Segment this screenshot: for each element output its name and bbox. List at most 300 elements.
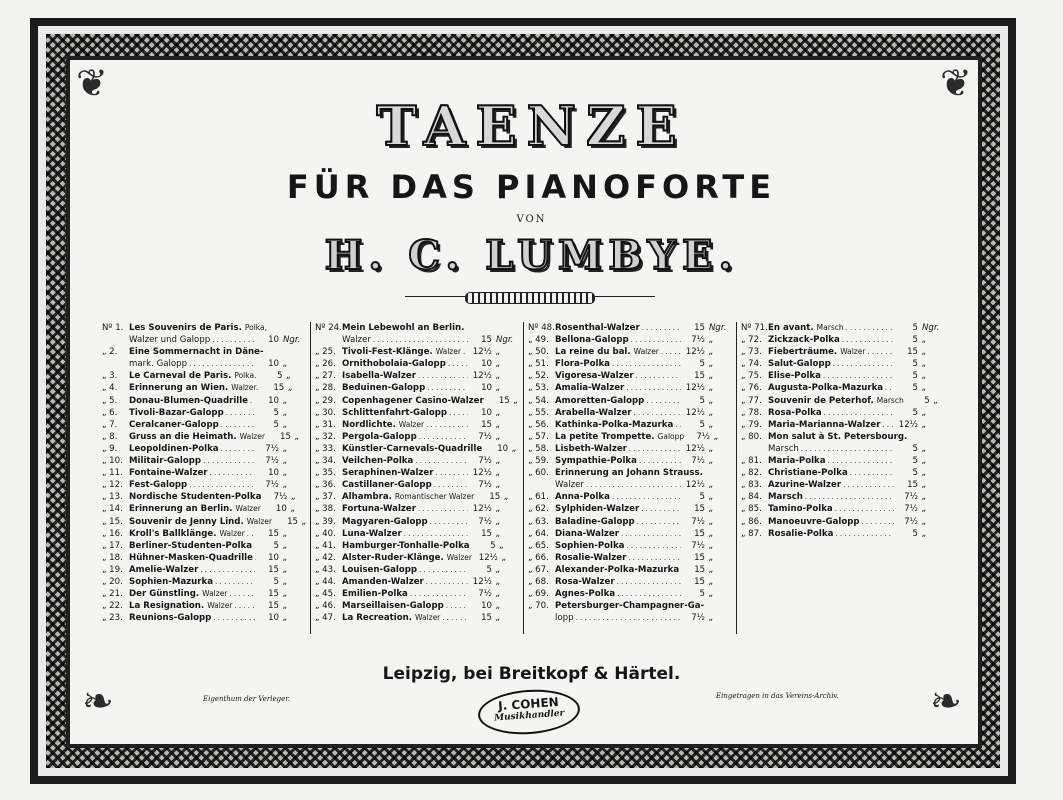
entry-number: „ 73. <box>741 347 762 358</box>
catalog-entry <box>315 455 520 467</box>
entry-unit: „ <box>922 516 927 527</box>
entry-unit: „ <box>283 613 288 624</box>
leader-dots <box>419 431 468 443</box>
entry-title: Veilchen-Polka <box>342 456 414 467</box>
entry-number: „ 26. <box>315 359 336 370</box>
entry-title: Copenhagener Casino-Walzer <box>342 395 484 406</box>
entry-continuation: Walzer <box>555 480 584 491</box>
catalog-entry <box>528 564 733 576</box>
catalog-entry <box>528 358 733 370</box>
entry-unit: „ <box>709 407 714 418</box>
entry-genre: Romantischer Walzer <box>394 492 475 502</box>
entry-title: Gruss an die Heimath. <box>129 431 237 442</box>
entry-number: „ 27. <box>315 371 336 382</box>
catalog-entry <box>528 503 733 515</box>
entry-title: Rosa-Walzer <box>555 576 615 587</box>
entry-price: 15 <box>481 335 492 346</box>
catalog-entry <box>315 540 520 552</box>
leader-dots <box>835 503 894 515</box>
leader-dots <box>833 358 894 370</box>
entry-title: Alhambra. <box>342 492 392 503</box>
entry-genre: Walzer. <box>231 383 259 393</box>
catalog-entry <box>315 322 520 334</box>
entry-price: 7½ <box>273 492 288 503</box>
leader-dots <box>200 564 255 576</box>
entry-price: 12½ <box>685 383 705 394</box>
entry-price: 7½ <box>265 456 279 467</box>
catalog-entry <box>102 503 307 515</box>
entry-number: „ 10. <box>102 456 123 467</box>
catalog-entry <box>741 516 946 528</box>
leader-dots <box>427 382 468 394</box>
entry-unit: Ngr. <box>922 323 940 333</box>
entry-number: „ 45. <box>315 589 336 600</box>
entry-unit: „ <box>496 528 501 539</box>
entry-unit: Ngr. <box>496 335 514 346</box>
catalog-entry <box>315 407 520 419</box>
entry-price: 15 <box>694 576 705 587</box>
entry-price: 10 <box>481 407 492 418</box>
entry-genre: Polka, <box>244 323 267 332</box>
entry-unit: „ <box>283 443 288 454</box>
catalog-entry <box>741 407 946 419</box>
catalog-entry <box>528 491 733 503</box>
entry-title: Azurine-Walzer <box>768 480 842 491</box>
entry-unit: „ <box>709 395 714 406</box>
entry-unit: „ <box>496 371 501 382</box>
entry-title: Hamburger-Tonhalle-Polka <box>342 540 470 551</box>
entry-number: „ 29. <box>315 395 336 406</box>
entry-price: 7½ <box>691 516 705 527</box>
entry-unit: „ <box>283 576 288 587</box>
entry-price: 5 <box>699 395 705 406</box>
entry-unit: „ <box>709 359 714 370</box>
catalog-entry <box>315 358 520 370</box>
entry-unit: „ <box>496 347 501 358</box>
leader-dots <box>254 540 255 552</box>
entry-price: 15 <box>694 371 705 382</box>
entry-continuation: mark. Galopp <box>129 359 188 370</box>
entry-title: Rosalie-Polka <box>768 528 834 539</box>
stamp-name: J. COHEN <box>497 694 560 714</box>
entry-number: „ 33. <box>315 443 336 454</box>
entry-title: Manoeuvre-Galopp <box>768 516 860 527</box>
entry-title: Diana-Walzer <box>555 528 619 539</box>
entry-title: Leopoldinen-Polka <box>129 443 219 454</box>
entry-unit: „ <box>709 371 714 382</box>
catalog-entry <box>102 540 307 552</box>
leader-dots <box>410 588 468 600</box>
leader-dots <box>250 395 255 407</box>
entry-genre: Walzer <box>239 431 265 441</box>
entry-price: 5 <box>273 419 279 430</box>
entry-title: Hühner-Masken-Quadrille <box>129 552 253 563</box>
von-label: VON <box>516 214 547 225</box>
entry-title: Nordische Studenten-Polka <box>129 492 262 503</box>
catalog-entry <box>102 395 307 407</box>
entry-number: „ 5. <box>102 395 118 406</box>
entry-price: 7½ <box>904 516 918 527</box>
entry-title: Baladine-Galopp <box>555 516 635 527</box>
catalog-entry <box>102 588 307 600</box>
entry-unit: „ <box>283 552 288 563</box>
entry-unit: „ <box>496 504 501 515</box>
catalog-entry <box>102 322 307 334</box>
entry-number: „ 52. <box>528 371 549 382</box>
publisher-line: Leipzig, bei Breitkopf & Härtel. <box>382 664 681 684</box>
entry-genre: Walzer <box>235 504 261 514</box>
entry-unit: „ <box>496 589 501 600</box>
entry-price: 12½ <box>478 552 499 563</box>
catalog-entry <box>528 443 733 455</box>
entry-unit: „ <box>496 480 501 491</box>
entry-price: 15 <box>280 431 291 442</box>
leader-dots <box>419 564 468 576</box>
entry-number: „ 74. <box>741 359 762 370</box>
leader-dots <box>634 407 681 419</box>
entry-price: 7½ <box>478 456 492 467</box>
entry-unit: „ <box>283 480 288 491</box>
entry-number: „ 51. <box>528 359 549 370</box>
entry-unit: Ngr. <box>709 323 727 333</box>
entry-unit: „ <box>496 468 501 479</box>
catalog-entry <box>315 382 520 394</box>
entry-number: „ 16. <box>102 528 123 539</box>
entry-number: „ 72. <box>741 335 762 346</box>
entry-unit: „ <box>286 371 291 382</box>
entry-title: Tivoli-Bazar-Galopp <box>129 407 224 418</box>
entry-unit: „ <box>709 516 714 527</box>
entry-title: Der Günstling. <box>129 589 200 600</box>
entry-unit: „ <box>302 516 307 527</box>
entry-title: Maria-Polka <box>768 456 826 467</box>
entry-number: „ 18. <box>102 552 123 563</box>
catalog-entry <box>102 346 307 358</box>
entry-number: „ 61. <box>528 492 549 503</box>
catalog-entry <box>315 552 520 564</box>
catalog-entry <box>102 334 307 346</box>
entry-price: 7½ <box>478 480 492 491</box>
entry-title: Beduinen-Galopp <box>342 383 426 394</box>
corner-ornament-icon: ❧ <box>930 679 962 723</box>
leader-dots <box>862 516 894 528</box>
entry-unit: „ <box>922 347 927 358</box>
leader-dots <box>449 407 468 419</box>
entry-price: 7½ <box>478 431 492 442</box>
catalog-entry <box>315 334 520 346</box>
leader-dots <box>404 528 468 540</box>
entry-unit: „ <box>496 564 501 575</box>
entry-price: 12½ <box>472 576 492 587</box>
leader-dots <box>828 455 894 467</box>
entry-unit: „ <box>922 419 927 430</box>
entry-unit: „ <box>283 528 288 539</box>
entry-title: Les Souvenirs de Paris. <box>129 323 242 333</box>
entry-number: „ 69. <box>528 589 549 600</box>
entry-genre: Walzer <box>415 613 441 623</box>
entry-title: Anna-Polka <box>555 492 610 503</box>
entry-title: Marsch <box>768 492 803 503</box>
entry-title: La reine du bal. <box>555 347 631 358</box>
entry-genre: Walzer <box>207 601 233 611</box>
entry-title: Fortuna-Walzer <box>342 504 416 515</box>
catalog-entry <box>315 576 520 588</box>
entry-number: „ 4. <box>102 383 118 394</box>
entry-price: 10 <box>481 383 492 394</box>
entry-price: 5 <box>273 540 279 551</box>
entry-number: „ 57. <box>528 431 549 442</box>
entry-number: „ 67. <box>528 564 549 575</box>
entry-number: „ 55. <box>528 407 549 418</box>
entry-price: 15 <box>489 492 501 503</box>
leader-dots <box>189 358 255 370</box>
entry-number: „ 79. <box>741 419 762 430</box>
entry-title: Rosalie-Walzer <box>555 552 627 563</box>
leader-dots <box>612 358 681 370</box>
entry-title: Augusta-Polka-Mazurka <box>768 383 884 394</box>
entry-title: Souvenir de Peterhof. <box>768 395 874 406</box>
entry-number: „ 21. <box>102 589 123 600</box>
leader-dots <box>426 419 468 431</box>
leader-dots <box>642 322 681 334</box>
catalog-entry <box>741 334 946 346</box>
entry-number: „ 59. <box>528 456 549 467</box>
leader-dots <box>617 576 681 588</box>
entry-title: Rosa-Polka <box>768 407 822 418</box>
entry-genre: Walzer <box>446 552 473 562</box>
entry-number: „ 86. <box>741 516 762 527</box>
entry-number: „ 47. <box>315 613 336 624</box>
entry-price: 15 <box>481 613 492 624</box>
entry-number: Nº 24. <box>315 323 342 333</box>
leader-dots <box>824 407 894 419</box>
catalog-column-1 <box>102 322 307 624</box>
entry-unit: „ <box>294 431 300 442</box>
column-divider <box>523 322 524 634</box>
entry-price: 7½ <box>696 431 711 442</box>
catalog-entry <box>315 612 520 624</box>
catalog-entry <box>528 576 733 588</box>
entry-title: Fontaine-Walzer <box>129 468 208 479</box>
entry-unit: „ <box>283 419 288 430</box>
leader-dots <box>576 612 681 624</box>
entry-price: 10 <box>268 359 279 370</box>
catalog-entry <box>528 552 733 564</box>
entry-number: „ 12. <box>102 480 123 491</box>
entry-title: Amoretten-Galopp <box>555 395 645 406</box>
entry-number: „ 2. <box>102 347 118 358</box>
entry-unit: „ <box>714 431 719 442</box>
entry-title: Ceralcaner-Galopp <box>129 419 219 430</box>
entry-title: Magyaren-Galopp <box>342 516 428 527</box>
catalog-entry <box>102 564 307 576</box>
leader-dots <box>628 552 681 564</box>
entry-unit: „ <box>709 419 714 430</box>
leader-dots <box>221 419 255 431</box>
entry-number: „ 80. <box>741 431 762 442</box>
entry-unit: „ <box>513 395 519 406</box>
entry-title: Eine Sommernacht in Däne- <box>129 347 264 358</box>
entry-price: 15 <box>694 504 705 515</box>
entry-number: „ 42. <box>315 552 336 563</box>
entry-title: Alster-Ruder-Klänge. <box>342 552 444 563</box>
entry-continuation: lopp <box>555 613 574 624</box>
leader-dots <box>867 346 894 358</box>
leader-dots <box>373 334 468 346</box>
entry-number: „ 14. <box>102 504 123 515</box>
entry-unit: „ <box>922 504 927 515</box>
catalog-entry <box>528 334 733 346</box>
entry-price: 12½ <box>685 480 705 491</box>
entry-number: „ 49. <box>528 335 549 346</box>
entry-unit: „ <box>496 456 501 467</box>
catalog-entry <box>528 455 733 467</box>
entry-title: Petersburger-Champagner-Ga- <box>555 601 705 612</box>
entry-number: „ 83. <box>741 480 762 491</box>
entry-number: „ 8. <box>102 431 118 442</box>
entry-number: „ 65. <box>528 540 549 551</box>
entry-price: 15 <box>694 564 706 575</box>
entry-number: „ 75. <box>741 371 762 382</box>
catalog-entry <box>102 419 307 431</box>
catalog-entry <box>315 491 520 503</box>
entry-genre: Marsch <box>876 395 904 405</box>
entry-title: Le Carneval de Paris. <box>129 371 232 382</box>
leader-dots <box>882 419 894 431</box>
catalog-entry <box>528 467 733 479</box>
leader-dots <box>210 467 255 479</box>
entry-number: „ 39. <box>315 516 336 527</box>
entry-title: Erinnerung an Johann Strauss. <box>555 468 703 479</box>
catalog-entry <box>102 491 307 503</box>
entry-unit: „ <box>709 347 714 358</box>
entry-title: Castillaner-Galopp <box>342 480 432 491</box>
entry-number: „ 13. <box>102 492 123 503</box>
entry-title: Schlittenfahrt-Galopp <box>342 407 448 418</box>
leader-dots <box>629 443 681 455</box>
entry-price: 7½ <box>904 504 918 515</box>
catalog-entry <box>528 516 733 528</box>
catalog-entry <box>102 358 307 370</box>
catalog-entry <box>741 455 946 467</box>
entry-number: „ 66. <box>528 552 549 563</box>
leader-dots <box>189 479 255 491</box>
entry-number: „ 87. <box>741 528 762 539</box>
entry-price: 15 <box>268 528 279 539</box>
leader-dots <box>637 516 681 528</box>
catalog-entry <box>102 370 307 382</box>
entry-number: Nº 71. <box>741 323 768 333</box>
entry-price: 5 <box>912 359 918 370</box>
catalog-entry <box>315 528 520 540</box>
entry-genre: Walzer <box>633 347 659 357</box>
entry-unit: „ <box>922 359 927 370</box>
entry-unit: „ <box>283 456 288 467</box>
entry-title: Maria-Marianna-Walzer <box>768 419 881 430</box>
entry-number: „ 60. <box>528 468 549 479</box>
entry-title: Sylphiden-Walzer <box>555 504 640 515</box>
entry-price: 10 <box>497 443 509 454</box>
entry-price: 5 <box>699 492 705 503</box>
entry-genre: Walzer <box>435 347 461 357</box>
catalog-entry <box>102 382 307 394</box>
leader-dots <box>626 382 681 394</box>
leader-dots <box>418 503 468 515</box>
leader-dots <box>646 395 681 407</box>
catalog-entry <box>315 588 520 600</box>
leader-dots <box>626 540 681 552</box>
catalog-entry <box>315 346 520 358</box>
entry-number: „ 53. <box>528 383 549 394</box>
leader-dots <box>612 491 681 503</box>
entry-title: Christiane-Polka <box>768 468 848 479</box>
entry-unit: „ <box>922 456 927 467</box>
entry-unit: „ <box>922 371 927 382</box>
entry-unit: „ <box>709 492 714 503</box>
leader-dots <box>426 576 468 588</box>
entry-price: 5 <box>912 528 918 539</box>
entry-number: Nº 48. <box>528 323 555 333</box>
entry-genre: Walzer <box>840 347 866 357</box>
entry-genre: Galopp <box>657 431 685 441</box>
catalog-entry <box>741 358 946 370</box>
leader-dots <box>463 346 468 358</box>
leader-dots <box>843 479 894 491</box>
entry-number: „ 40. <box>315 528 336 539</box>
entry-title: Kroll's Ballklänge. <box>129 528 217 539</box>
entry-number: „ 50. <box>528 347 549 358</box>
entry-unit: „ <box>709 504 714 515</box>
entry-number: „ 31. <box>315 419 336 430</box>
entry-price: 12½ <box>685 407 705 418</box>
catalog-column-2 <box>315 322 520 624</box>
entry-number: „ 58. <box>528 443 549 454</box>
page-subtitle: FÜR DAS PIANOFORTE <box>286 168 777 206</box>
catalog-entry <box>102 467 307 479</box>
leader-dots <box>823 370 894 382</box>
entry-title: Bellona-Galopp <box>555 335 629 346</box>
entry-price: 7½ <box>265 480 279 491</box>
entry-price: 5 <box>486 564 492 575</box>
entry-unit: „ <box>709 576 714 587</box>
entry-title: Alexander-Polka-Mazurka <box>555 564 680 575</box>
catalog-entry <box>528 600 733 612</box>
entry-title: En avant. <box>768 323 814 333</box>
catalog-entry <box>741 395 946 407</box>
entry-title: Ornithobolaia-Galopp <box>342 359 446 370</box>
catalog-entry <box>528 431 733 443</box>
entry-price: 7½ <box>691 613 705 624</box>
leader-dots <box>846 322 894 334</box>
entry-unit: „ <box>709 456 714 467</box>
entry-title: Tamino-Polka <box>768 504 833 515</box>
leader-dots <box>805 491 894 503</box>
entry-price: 5 <box>912 383 918 394</box>
leader-dots <box>229 588 255 600</box>
entry-unit: „ <box>496 516 501 527</box>
leader-dots <box>850 467 894 479</box>
entry-number: „ 7. <box>102 419 118 430</box>
entry-unit: „ <box>922 383 927 394</box>
entry-number: „ 81. <box>741 456 762 467</box>
entry-title: Amelie-Walzer <box>129 564 199 575</box>
entry-unit: „ <box>496 359 501 370</box>
entry-unit: „ <box>496 419 501 430</box>
entry-price: 7½ <box>691 335 705 346</box>
catalog-entry <box>741 431 946 443</box>
entry-number: „ 64. <box>528 528 549 539</box>
entry-price: 5 <box>924 395 930 406</box>
